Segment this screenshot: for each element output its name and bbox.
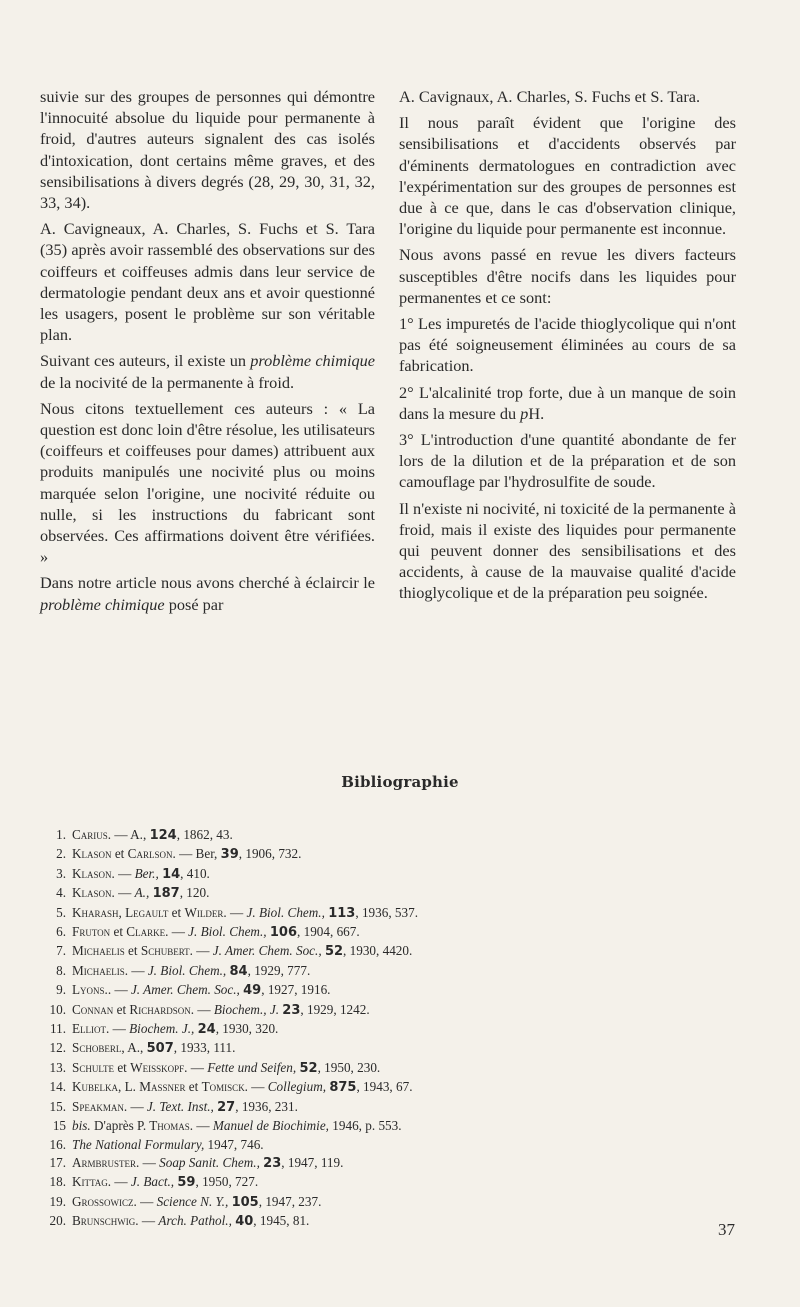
citation-text: , 1862, 43.	[176, 827, 233, 842]
journal-title: Ber.,	[134, 865, 159, 881]
right-column-paragraph	[399, 382, 736, 424]
entry-number: 17.	[49, 1154, 66, 1170]
author-name: Klason.	[72, 885, 115, 901]
author-name: Richardson.	[129, 1001, 195, 1017]
journal-title: Manuel de Biochimie,	[212, 1118, 329, 1134]
bibliography-entry	[40, 1136, 740, 1154]
entry-number: 20.	[49, 1213, 66, 1229]
bibliography-entry	[40, 1098, 740, 1117]
left-column-paragraph: Nous citons textuellement ces auteurs : « La question est donc loin d'être résolue, les utilisateurs (coiffeurs et coiffeuses pour dames) attribuent aux produits manipulés une nocivité plus ou moins marquée selon l'origine, une nocivité réduite ou nulle, si les instructions du fabricant sont observées. Ces affirmations doivent être vérifiées. »	[40, 398, 375, 567]
journal-title: Collegium,	[267, 1079, 327, 1095]
citation-text: D'après	[90, 1118, 138, 1134]
citation-text: et	[124, 943, 141, 959]
right-column-paragraph: Nous avons passé en revue les divers facteurs susceptibles d'être nocifs dans les liquides pour permanentes et ce sont:	[399, 245, 736, 307]
volume-number: 113	[328, 905, 356, 921]
bibliography-entry	[40, 1117, 740, 1135]
citation-text: , 1904, 667.	[297, 924, 360, 940]
entry-number: 14.	[49, 1079, 66, 1095]
citation-text: —	[109, 1021, 130, 1037]
author-name: Weisskopf.	[130, 1059, 188, 1075]
entry-number: 18.	[49, 1174, 66, 1190]
entry-number: 5.	[56, 904, 66, 920]
bibliography-entry	[40, 1173, 740, 1192]
citation-text: , 1933, 111.	[173, 1040, 236, 1056]
citation-text: —	[114, 885, 135, 901]
author-name: Grossowicz.	[72, 1193, 137, 1209]
entry-number: 4.	[56, 885, 66, 901]
paragraph-text: Suivant ces auteurs, il existe un	[40, 351, 251, 371]
citation-text: , 1943, 67.	[356, 1079, 413, 1095]
citation-text: , 1929, 777.	[247, 962, 311, 978]
paragraph-text: H.	[528, 403, 545, 423]
volume-number: 84	[229, 963, 248, 979]
author-name: Clarke.	[126, 924, 169, 940]
journal-title: bis.	[72, 1118, 91, 1134]
bibliography-entry	[40, 1039, 740, 1058]
citation-text: , 1936, 231.	[235, 1098, 298, 1114]
citation-text: et	[113, 1001, 130, 1017]
bibliography-list	[40, 826, 740, 1232]
journal-title: Science N. Y.,	[156, 1193, 229, 1209]
citation-text: et	[168, 904, 185, 920]
citation-text: , 1906, 732.	[238, 846, 302, 862]
citation-text: , 1947, 237.	[258, 1193, 322, 1209]
journal-title: Biochem., J.	[213, 1001, 279, 1017]
left-column-paragraph: A. Cavigneaux, A. Charles, S. Fuchs et S. Tara (35) après avoir rassemblé des observations sur des coiffeurs et coiffeuses admis dans leur service de dermatologie pendant deux ans et avoir questionné les usagers, posent le problème sur son véritable plan.	[40, 219, 375, 345]
author-name: Elliot.	[72, 1021, 110, 1037]
author-name: Michaelis	[72, 943, 125, 959]
volume-number: 49	[243, 983, 262, 999]
volume-number: 14	[162, 866, 181, 882]
bibliography-entry	[40, 865, 740, 884]
entry-number: 16.	[49, 1136, 66, 1152]
volume-number: 27	[217, 1099, 236, 1115]
entry-number: 3.	[56, 865, 66, 881]
journal-title: Biochem. J.,	[129, 1021, 195, 1037]
citation-text: , 1929, 1242.	[300, 1001, 370, 1017]
citation-text: et	[114, 1059, 131, 1075]
author-name: Carius.	[72, 827, 112, 842]
citation-text: , 1947, 119.	[281, 1154, 344, 1170]
citation-text: et	[111, 846, 128, 862]
journal-title: Arch. Pathol.,	[158, 1213, 232, 1229]
citation-text: 1947, 746.	[204, 1136, 264, 1152]
entry-number: 7.	[56, 943, 66, 959]
author-name: Carlson.	[127, 846, 176, 862]
bibliography-entry	[40, 845, 740, 864]
citation-text: —	[193, 1118, 213, 1134]
citation-text: —	[139, 1154, 160, 1170]
entry-number: 1.	[56, 827, 66, 842]
entry-number: 10.	[49, 1001, 66, 1017]
author-name: Kubelka, L. Massner	[72, 1079, 186, 1095]
bibliography-entry	[40, 1020, 740, 1039]
citation-text: , 1930, 4420.	[343, 943, 413, 959]
paragraph-text: posé par	[164, 594, 224, 614]
author-name: Brunschwig.	[72, 1213, 139, 1229]
author-name: Speakman.	[72, 1098, 128, 1114]
right-text-column	[399, 86, 736, 609]
citation-text: , 410.	[180, 865, 210, 881]
bibliography-entry	[40, 962, 740, 981]
volume-number: 23	[282, 1002, 301, 1018]
citation-text: — Ber,	[175, 846, 221, 862]
entry-number: 11.	[50, 1021, 66, 1037]
citation-text: , 1927, 1916.	[261, 982, 331, 998]
citation-text: —	[247, 1079, 268, 1095]
citation-text: et	[185, 1079, 202, 1095]
journal-title: J. Text. Inst.,	[146, 1098, 214, 1114]
citation-text: —	[114, 865, 135, 881]
bibliography-entry	[40, 1078, 740, 1097]
page-number: 37	[718, 1220, 735, 1239]
citation-text: , 1950, 230.	[317, 1059, 381, 1075]
entry-number: 8.	[56, 962, 66, 978]
entry-number: 19.	[49, 1193, 66, 1209]
journal-title: The National Formulary,	[72, 1136, 205, 1152]
emphasis-text: problème chimique	[250, 351, 375, 371]
citation-text: —	[111, 1174, 131, 1190]
author-name: P. Thomas.	[137, 1118, 194, 1134]
citation-text: — A.,	[111, 827, 150, 842]
paragraph-text: Dans notre article nous avons cherché à éclaircir le	[40, 573, 375, 593]
bibliography-entry	[40, 1193, 740, 1212]
entry-number: 2.	[56, 846, 66, 862]
left-text-column	[40, 86, 375, 620]
journal-title: Fette und Seifen,	[207, 1059, 297, 1075]
author-name: Michaelis.	[72, 962, 129, 978]
citation-text: et	[110, 924, 127, 940]
bibliography-heading: Bibliographie	[341, 773, 459, 791]
author-name: Kittag.	[72, 1174, 112, 1190]
bibliography-entry	[40, 1212, 740, 1231]
journal-title: J. Biol. Chem.,	[188, 924, 267, 940]
right-column-paragraph: Il nous paraît évident que l'origine des sensibilisations et d'accidents observés par d'éminents dermatologues en contradiction avec l'expérimentation sur des groupes de personnes est due à ce que, dans le cas d'observation clinique, l'origine du liquide pour permanente est inconnue.	[399, 113, 736, 239]
citation-text: —	[138, 1213, 159, 1229]
citation-text: —	[194, 1001, 214, 1017]
bibliography-entry	[40, 884, 740, 903]
bibliography-entry	[40, 942, 740, 961]
right-column-paragraph: Il n'existe ni nocivité, ni toxicité de la permanente à froid, mais il existe des liquides pour permanente qui peuvent donner des sensibilisations et des accidents, à cause de la mauvaise qualité d'acide thioglycolique et de la préparation peu soignée.	[399, 498, 736, 603]
entry-number: 6.	[56, 924, 66, 940]
citation-text: —	[168, 924, 189, 940]
bibliography-entry	[40, 826, 740, 845]
volume-number: 105	[231, 1194, 259, 1210]
citation-text: 1946, p. 553.	[328, 1118, 402, 1134]
citation-text: —	[136, 1193, 157, 1209]
journal-title: J. Amer. Chem. Soc.,	[212, 943, 322, 959]
volume-number: 39	[220, 847, 239, 863]
left-column-paragraph	[40, 572, 375, 614]
citation-text: , 1950, 727.	[195, 1174, 259, 1190]
volume-number: 52	[299, 1060, 318, 1076]
author-name: Schulte	[72, 1059, 115, 1075]
left-column-paragraph	[40, 350, 375, 392]
volume-number: 59	[177, 1175, 196, 1191]
citation-text: —	[192, 943, 213, 959]
right-column-paragraph: 3° L'introduction d'une quantité abondante de fer lors de la dilution et de la préparation et de son camouflage par l'hydrosulfite de soude.	[399, 430, 736, 492]
citation-text: , 120.	[179, 885, 210, 901]
citation-text: —	[127, 1098, 147, 1114]
left-column-paragraph: suivie sur des groupes de personnes qui démontre l'innocuité absolue du liquide pour permanente à froid, d'autres auteurs signalent des cas isolés d'intoxication, dont certains même graves, et des sensibilisations à divers degrés (28, 29, 30, 31, 32, 33, 34).	[40, 87, 375, 213]
author-name: Klason.	[72, 865, 115, 881]
author-name: Wilder.	[184, 904, 227, 920]
journal-title: J. Biol. Chem.,	[246, 904, 325, 920]
author-name: Armbruster.	[72, 1154, 140, 1170]
journal-title: J. Amer. Chem. Soc.,	[130, 982, 240, 998]
bibliography-entry	[40, 1059, 740, 1078]
paragraph-text: de la nocivité de la permanente à froid.	[40, 372, 295, 392]
citation-text: —	[226, 904, 247, 920]
citation-text: —	[111, 982, 131, 998]
volume-number: 23	[263, 1155, 282, 1171]
volume-number: 106	[269, 925, 297, 941]
volume-number: 40	[235, 1214, 254, 1230]
author-name: Schoberl, A.,	[72, 1040, 144, 1056]
citation-text: —	[187, 1059, 208, 1075]
volume-number: 24	[197, 1022, 216, 1038]
entry-number: 13.	[49, 1059, 66, 1075]
entry-number: 15.	[49, 1098, 66, 1114]
volume-number: 507	[146, 1041, 174, 1057]
journal-title: Soap Sanit. Chem.,	[159, 1154, 260, 1170]
bibliography-entry	[40, 1154, 740, 1173]
entry-number: 12.	[49, 1040, 66, 1056]
right-column-paragraph: A. Cavignaux, A. Charles, S. Fuchs et S. Tara.	[399, 87, 701, 106]
emphasis-text: problème chimique	[40, 594, 165, 614]
citation-text: , 1936, 537.	[355, 904, 418, 920]
volume-number: 124	[149, 828, 177, 843]
author-name: Schubert.	[140, 943, 193, 959]
journal-title: J. Biol. Chem.,	[147, 962, 227, 978]
author-name: Klason	[72, 846, 112, 862]
citation-text: , 1945, 81.	[253, 1213, 310, 1229]
citation-text: —	[128, 962, 148, 978]
journal-title: J. Bact.,	[130, 1174, 175, 1190]
bibliography-entry	[40, 1001, 740, 1020]
volume-number: 875	[329, 1080, 357, 1096]
author-name: Connan	[72, 1001, 114, 1017]
emphasis-text: p	[520, 403, 529, 423]
bibliography-entry	[40, 904, 740, 923]
volume-number: 187	[152, 886, 180, 902]
author-name: Tomisck.	[201, 1079, 248, 1095]
volume-number: 52	[324, 944, 344, 960]
entry-number: 15	[52, 1118, 66, 1134]
bibliography-entry	[40, 923, 740, 942]
journal-title: A.,	[134, 885, 150, 901]
right-column-paragraph: 1° Les impuretés de l'acide thioglycolique qui n'ont pas été soigneusement éliminées au cours de sa fabrication.	[399, 314, 736, 376]
citation-text: , 1930, 320.	[215, 1021, 279, 1037]
bibliography-entry	[40, 981, 740, 1000]
author-name: Kharash, Legault	[72, 904, 169, 920]
entry-number: 9.	[56, 982, 66, 998]
paragraph-text: 2° L'alcalinité trop forte, due à un manque de soin dans la mesure du	[399, 382, 736, 423]
author-name: Fruton	[72, 924, 111, 940]
author-name: Lyons..	[72, 982, 112, 998]
